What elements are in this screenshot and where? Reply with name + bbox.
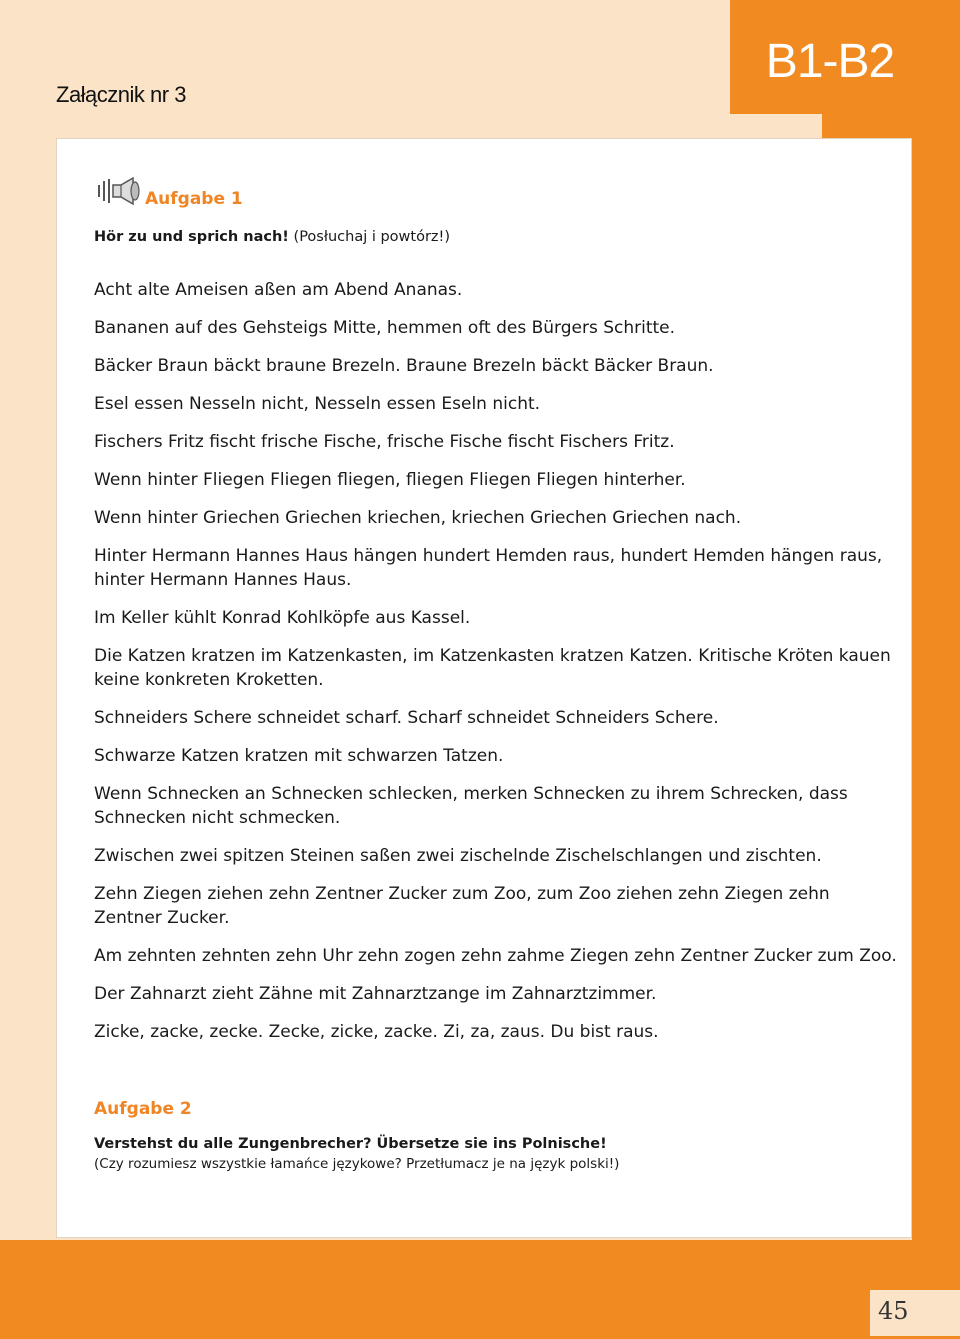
tongue-twister: Acht alte Ameisen aßen am Abend Ananas. [94, 280, 463, 300]
tongue-twister: Fischers Fritz fischt frische Fische, frische Fische fischt Fischers Fritz. [94, 432, 675, 452]
task1-instruction-translation: (Posłuchaj i powtórz!) [293, 229, 451, 245]
tongue-twister-list [94, 278, 900, 1058]
tongue-twister: Zehn Ziegen ziehen zehn Zentner Zucker zum Zoo, zum Zoo ziehen zehn Ziegen zehn Zentner Zucker. [94, 884, 830, 928]
tongue-twister: Schwarze Katzen kratzen mit schwarzen Tatzen. [94, 746, 504, 766]
tongue-twister: Bäcker Braun bäckt braune Brezeln. Braune Brezeln bäckt Bäcker Braun. [94, 356, 714, 376]
task1-instruction-bold: Hör zu und sprich nach! [94, 229, 289, 245]
task2-instruction: Verstehst du alle Zungenbrecher? Übersetze sie ins Polnische! [94, 1136, 607, 1152]
tongue-twister: Zicke, zacke, zecke. Zecke, zicke, zacke. Zi, za, zaus. Du bist raus. [94, 1022, 659, 1042]
speaker-icon [97, 175, 141, 207]
tongue-twister: Wenn hinter Fliegen Fliegen fliegen, fliegen Fliegen Fliegen hinterher. [94, 470, 686, 490]
task2-translation: (Czy rozumiesz wszystkie łamańce językowe? Przetłumacz je na język polski!) [94, 1156, 620, 1172]
page-title: Załącznik nr 3 [56, 82, 186, 107]
tongue-twister: Zwischen zwei spitzen Steinen saßen zwei zischelnde Zischelschlangen und zischten. [94, 846, 822, 866]
tongue-twister: Schneiders Schere schneidet scharf. Scharf schneidet Schneiders Schere. [94, 708, 719, 728]
content-panel [56, 138, 912, 1238]
tongue-twister: Esel essen Nesseln nicht, Nesseln essen Eseln nicht. [94, 394, 541, 414]
orange-side-band [912, 0, 960, 1339]
task2-title: Aufgabe 2 [94, 1099, 192, 1119]
page-number: 45 [878, 1297, 909, 1325]
level-label: B1-B2 [765, 35, 895, 88]
tongue-twister: Hinter Hermann Hannes Haus hängen hundert Hemden raus, hundert Hemden hängen raus, hinter Hermann Hannes Haus. [94, 546, 883, 590]
tongue-twister: Bananen auf des Gehsteigs Mitte, hemmen oft des Bürgers Schritte. [94, 318, 676, 338]
task1-instruction [94, 229, 450, 245]
tongue-twister: Am zehnten zehnten zehn Uhr zehn zogen zehn zahme Ziegen zehn Zentner Zucker zum Zoo. [94, 946, 897, 966]
tongue-twister: Wenn hinter Griechen Griechen kriechen, kriechen Griechen Griechen nach. [94, 508, 742, 528]
level-box-notch [822, 114, 960, 138]
tongue-twister: Wenn Schnecken an Schnecken schlecken, merken Schnecken zu ihrem Schrecken, dass Schnecken nicht schmecken. [94, 784, 848, 828]
tongue-twister: Im Keller kühlt Konrad Kohlköpfe aus Kassel. [94, 608, 471, 628]
orange-bottom-band [0, 1240, 960, 1339]
tongue-twister: Der Zahnarzt zieht Zähne mit Zahnarztzange im Zahnarztzimmer. [94, 984, 657, 1004]
tongue-twister: Die Katzen kratzen im Katzenkasten, im Katzenkasten kratzen Katzen. Kritische Kröten kauen keine konkreten Kroketten. [94, 646, 891, 690]
task1-title: Aufgabe 1 [145, 189, 243, 209]
